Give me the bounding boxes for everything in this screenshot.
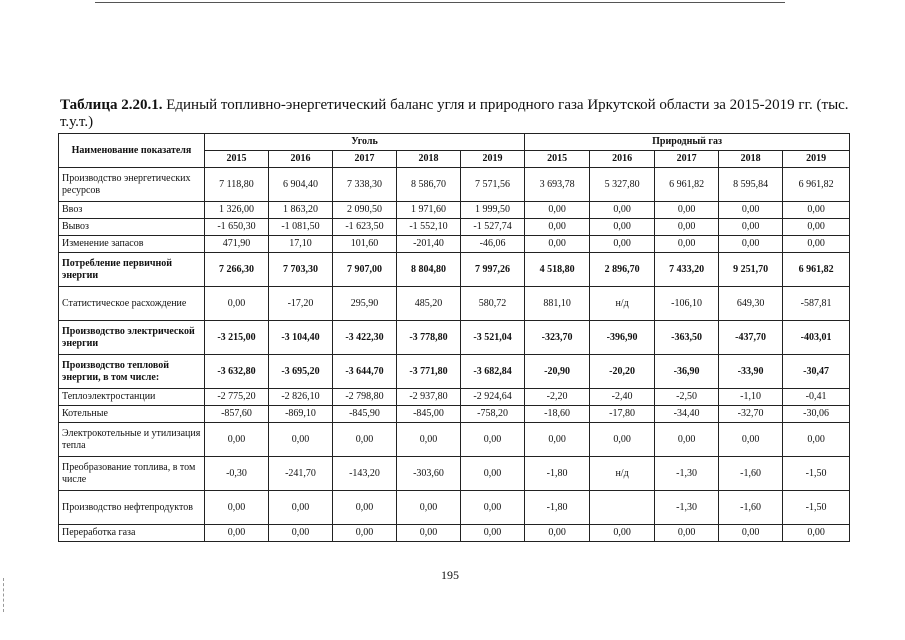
table-cell: -3 422,30 [333,321,397,355]
table-cell: н/д [590,287,655,321]
table-cell: -2 798,80 [333,389,397,406]
table-cell: -34,40 [655,406,719,423]
table-row [59,168,850,202]
table-row [59,525,850,542]
table-cell: 0,00 [590,236,655,253]
table-cell: 6 961,82 [783,168,850,202]
table-cell: 0,00 [655,236,719,253]
table-cell: 0,00 [590,525,655,542]
table-cell: 0,00 [590,202,655,219]
table-cell: 7 997,26 [461,253,525,287]
year-header: 2017 [333,151,397,168]
table-cell: 0,00 [269,491,333,525]
table-cell: 17,10 [269,236,333,253]
table-cell: -32,70 [719,406,783,423]
table-cell: 0,00 [461,491,525,525]
table-cell: 0,00 [525,525,590,542]
table-cell: -403,01 [783,321,850,355]
table-cell: -1,60 [719,491,783,525]
table-cell: -0,41 [783,389,850,406]
table-title: Единый топливно-энергетический баланс угля и природного газа Иркутской области за 2015-2019 гг. (тыс. т.у.т.) [60,97,849,130]
table-cell: 0,00 [655,219,719,236]
table-cell: -17,20 [269,287,333,321]
row-label: Потребление первичной энергии [59,253,205,287]
table-cell: 649,30 [719,287,783,321]
table-cell: 9 251,70 [719,253,783,287]
table-cell: -20,20 [590,355,655,389]
table-cell: -1,10 [719,389,783,406]
header-group-gas: Природный газ [525,134,850,151]
table-cell: 7 571,56 [461,168,525,202]
table-cell: -3 104,40 [269,321,333,355]
row-label: Производство нефтепродуктов [59,491,205,525]
table-cell: 6 904,40 [269,168,333,202]
row-label: Котельные [59,406,205,423]
table-cell: -2,50 [655,389,719,406]
table-cell: 7 907,00 [333,253,397,287]
table-cell: 0,00 [397,491,461,525]
table-cell [590,491,655,525]
table-cell: 0,00 [655,423,719,457]
table-cell: -396,90 [590,321,655,355]
table-cell: 8 586,70 [397,168,461,202]
row-label: Ввоз [59,202,205,219]
table-cell: -587,81 [783,287,850,321]
table-cell: -20,90 [525,355,590,389]
table-cell: 0,00 [205,287,269,321]
row-label: Производство электрической энергии [59,321,205,355]
year-header: 2019 [783,151,850,168]
table-cell: -1 081,50 [269,219,333,236]
table-cell: 0,00 [783,525,850,542]
table-row [59,423,850,457]
table-row [59,236,850,253]
table-cell: 0,00 [333,491,397,525]
row-label: Изменение запасов [59,236,205,253]
table-cell: -1,50 [783,491,850,525]
table-cell: 7 118,80 [205,168,269,202]
year-header: 2017 [655,151,719,168]
table-cell: -2,40 [590,389,655,406]
fuel-balance-table [58,133,850,542]
table-cell: 0,00 [397,525,461,542]
table-cell: -3 644,70 [333,355,397,389]
table-cell: 8 595,84 [719,168,783,202]
table-cell: -758,20 [461,406,525,423]
table-row [59,389,850,406]
table-caption [60,97,860,131]
table-cell: -1 552,10 [397,219,461,236]
year-header: 2018 [397,151,461,168]
year-header: 2016 [590,151,655,168]
table-cell: 0,00 [525,236,590,253]
row-label: Переработка газа [59,525,205,542]
table-cell: 485,20 [397,287,461,321]
table-cell: -437,70 [719,321,783,355]
table-cell: -201,40 [397,236,461,253]
row-label: Производство энергетических ресурсов [59,168,205,202]
table-cell: 0,00 [397,423,461,457]
table-cell: -1,60 [719,457,783,491]
table-cell: 0,00 [783,423,850,457]
table-cell: -2 826,10 [269,389,333,406]
table-cell: 0,00 [590,423,655,457]
row-label: Преобразование топлива, в том числе [59,457,205,491]
table-cell: 1 999,50 [461,202,525,219]
table-cell: 0,00 [333,423,397,457]
table-cell: -3 778,80 [397,321,461,355]
table-cell: 2 896,70 [590,253,655,287]
table-cell: 3 693,78 [525,168,590,202]
table-cell: 0,00 [525,423,590,457]
table-cell: -33,90 [719,355,783,389]
year-header: 2018 [719,151,783,168]
table-row [59,287,850,321]
table-cell: -1,30 [655,457,719,491]
table-cell: 0,00 [783,219,850,236]
year-header: 2015 [525,151,590,168]
table-cell: -1 623,50 [333,219,397,236]
table-cell: 5 327,80 [590,168,655,202]
table-row [59,457,850,491]
table-cell: 1 863,20 [269,202,333,219]
table-cell: 7 703,30 [269,253,333,287]
table-row [59,491,850,525]
table-cell: -2 775,20 [205,389,269,406]
table-cell: 7 433,20 [655,253,719,287]
table-cell: -17,80 [590,406,655,423]
table-cell: -1 650,30 [205,219,269,236]
table-cell: 4 518,80 [525,253,590,287]
table-cell: 295,90 [333,287,397,321]
year-header: 2016 [269,151,333,168]
table-cell: 0,00 [655,525,719,542]
table-cell: 0,00 [783,236,850,253]
table-cell: 580,72 [461,287,525,321]
table-cell: 7 338,30 [333,168,397,202]
table-cell: -869,10 [269,406,333,423]
table-number: Таблица 2.20.1. [60,97,163,113]
table-cell: -2,20 [525,389,590,406]
table-row [59,219,850,236]
page-number: 195 [441,568,459,582]
table-cell: 0,00 [719,219,783,236]
table-cell: -46,06 [461,236,525,253]
table-cell: 0,00 [461,457,525,491]
table-cell: 0,00 [525,219,590,236]
table-cell: -3 682,84 [461,355,525,389]
table-cell: 0,00 [461,423,525,457]
table-cell: -36,90 [655,355,719,389]
table-cell: 1 326,00 [205,202,269,219]
header-indicator-name: Наименование показателя [59,134,205,168]
table-cell: -3 695,20 [269,355,333,389]
table-cell: -106,10 [655,287,719,321]
table-cell: -323,70 [525,321,590,355]
table-cell: -30,06 [783,406,850,423]
table-cell: -143,20 [333,457,397,491]
table-cell: -3 521,04 [461,321,525,355]
table-cell: -0,30 [205,457,269,491]
table-cell: 0,00 [205,525,269,542]
table-cell: 1 971,60 [397,202,461,219]
table-cell: -857,60 [205,406,269,423]
table-cell: -18,60 [525,406,590,423]
header-group-coal: Уголь [205,134,525,151]
table-cell: -3 215,00 [205,321,269,355]
table-cell: -1 527,74 [461,219,525,236]
table-cell: -3 632,80 [205,355,269,389]
table-row [59,406,850,423]
table-cell: 0,00 [719,236,783,253]
table-cell: 0,00 [333,525,397,542]
table-cell: -363,50 [655,321,719,355]
table-body [59,168,850,542]
table-cell: 0,00 [205,491,269,525]
table-cell: 0,00 [590,219,655,236]
table-cell: -30,47 [783,355,850,389]
row-label: Статистическое расхождение [59,287,205,321]
table-cell: -2 937,80 [397,389,461,406]
table-cell: 881,10 [525,287,590,321]
scan-edge-mark [3,578,5,612]
table-cell: 7 266,30 [205,253,269,287]
table-cell: 6 961,82 [655,168,719,202]
table-cell: 0,00 [719,525,783,542]
table-cell: 0,00 [719,423,783,457]
year-header: 2015 [205,151,269,168]
table-row [59,355,850,389]
table-cell: -1,80 [525,491,590,525]
table-cell: 101,60 [333,236,397,253]
table-cell: 0,00 [783,202,850,219]
row-label: Производство тепловой энергии, в том числе: [59,355,205,389]
table-cell: 0,00 [269,525,333,542]
table-cell: 8 804,80 [397,253,461,287]
row-label: Теплоэлектростанции [59,389,205,406]
table-cell: -2 924,64 [461,389,525,406]
table-cell: 0,00 [205,423,269,457]
table-cell: 0,00 [269,423,333,457]
table-cell: -241,70 [269,457,333,491]
table-cell: 2 090,50 [333,202,397,219]
row-label: Электрокотельные и утилизация тепла [59,423,205,457]
table-cell: 0,00 [655,202,719,219]
year-header: 2019 [461,151,525,168]
table-row [59,321,850,355]
table-cell: -303,60 [397,457,461,491]
table-cell: -1,30 [655,491,719,525]
table-cell: -1,80 [525,457,590,491]
table-cell: 0,00 [719,202,783,219]
table-cell: -3 771,80 [397,355,461,389]
table-cell: -845,00 [397,406,461,423]
row-label: Вывоз [59,219,205,236]
top-rule [95,2,785,3]
table-cell: 0,00 [461,525,525,542]
table-row [59,253,850,287]
table-row [59,202,850,219]
table-container [58,133,850,542]
table-cell: -845,90 [333,406,397,423]
table-cell: 471,90 [205,236,269,253]
table-cell: 0,00 [525,202,590,219]
table-cell: -1,50 [783,457,850,491]
table-cell: н/д [590,457,655,491]
table-cell: 6 961,82 [783,253,850,287]
